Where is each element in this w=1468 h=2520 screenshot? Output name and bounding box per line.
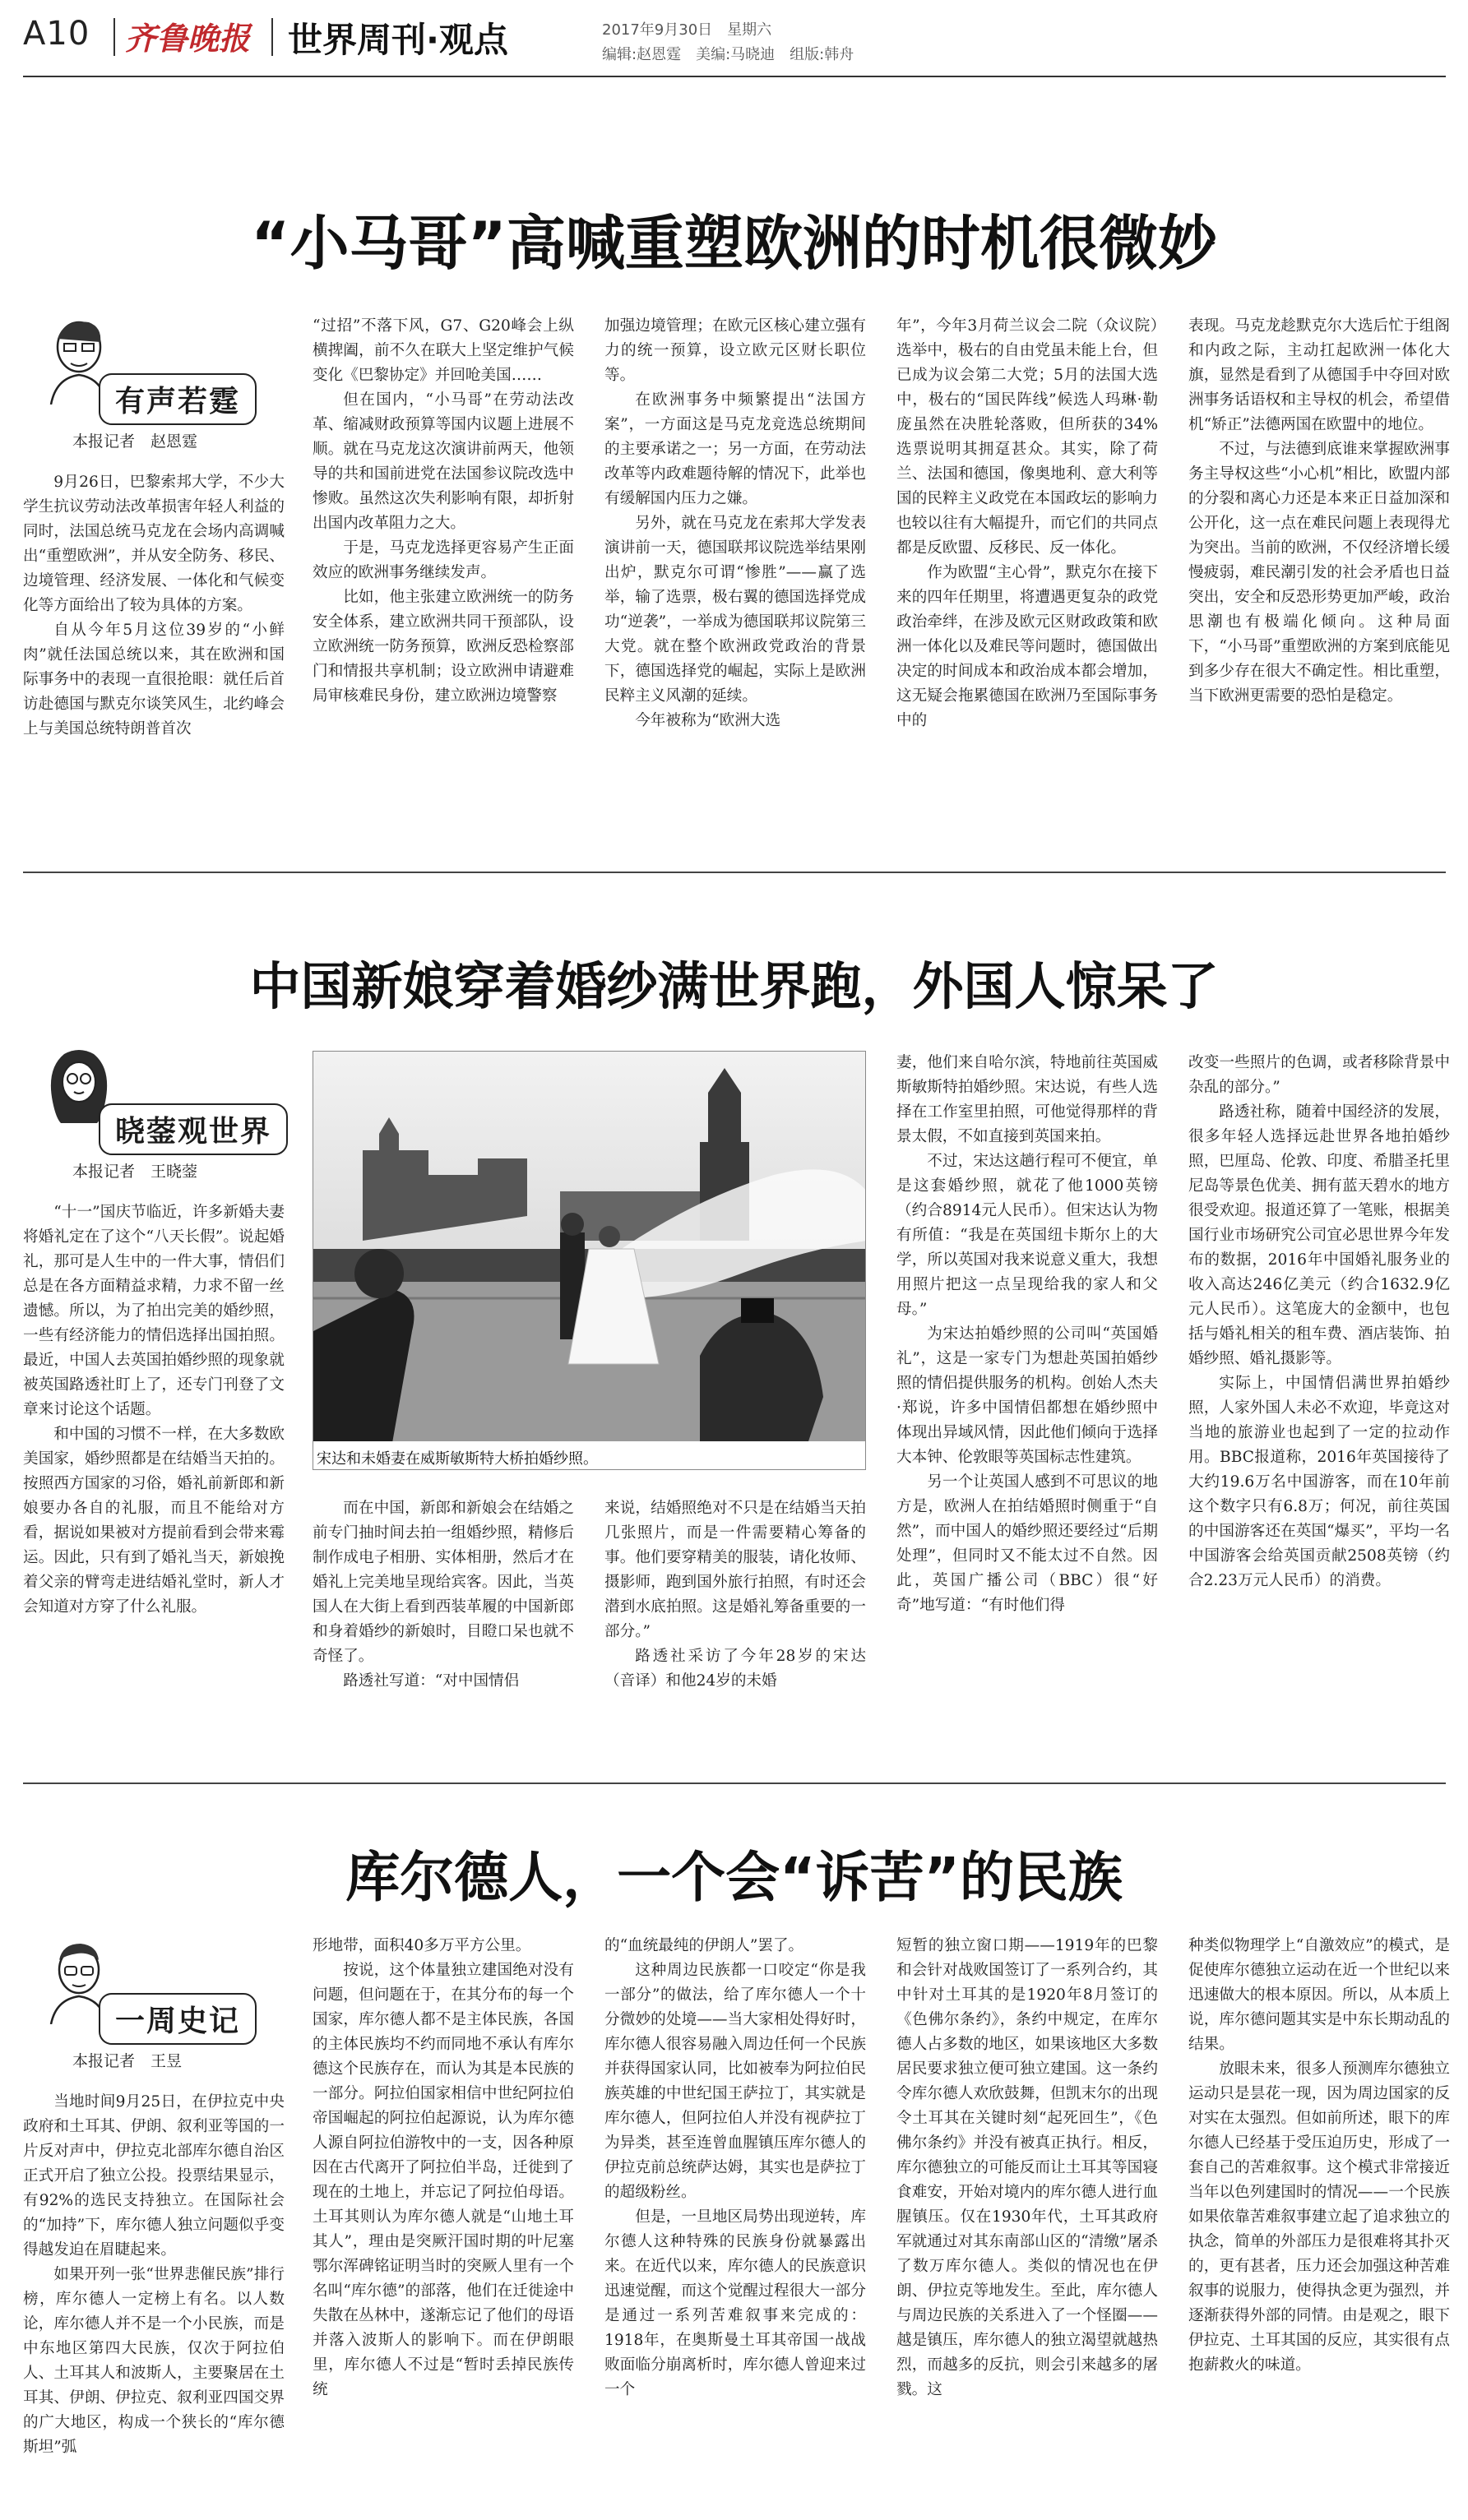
newspaper-logo: 齐鲁晚报 — [125, 20, 251, 57]
paragraph: 为宋达拍婚纱照的公司叫“英国婚礼”，这是一家专门为想赴英国拍婚纱照的情侣提供服务的机构。创始人杰夫·郑说，许多中国情侣都想在婚纱照中体现出异域风情，因此他们倾向于选择大本钟、伦敦眼等英国标志性建筑。 — [896, 1325, 1158, 1466]
article2-body-col2 — [313, 1496, 574, 1759]
paragraph: 不过，与法德到底谁来掌握欧洲事务主导权这些“小心机”相比，欧盟内部的分裂和离心力还是本来正日益加深和公开化，这一点在难民问题上表现得尤为突出。当前的欧洲，不仅经济增长缓慢疲弱，难民潮引发的社会矛盾也日益突出，安全和反恐形势更加严峻，政治思潮也有极端化倾向。这种局面下，“小马哥”重塑欧洲的方案到底能见到多少存在很大不确定性。相比重塑，当下欧洲更需要的恐怕是稳定。 — [1188, 441, 1450, 705]
paragraph: 但是，一旦地区局势出现逆转，库尔德人这种特殊的民族身份就暴露出来。在近代以来，库尔德人的民族意识迅速觉醒，而这个觉醒过程很大一部分是通过一系列苦难叙事来完成的：1918年，在奥斯曼土耳其帝国一战战败面临分崩离析时，库尔德人曾迎来过一个 — [604, 2208, 866, 2398]
paragraph: 的“血统最纯的伊朗人”罢了。 — [604, 1937, 804, 1954]
paragraph: 不过，宋达这趟行程可不便宜，单是这套婚纱照，就花了他1000英镑（约合8914元人民币）。但宋达认为物有所值：“我是在英国纽卡斯尔上的大学，所以英国对我来说意义重大，我想用照片把这一点呈现给我的家人和父母。” — [896, 1153, 1158, 1318]
article3-body-col3 — [604, 1934, 866, 2509]
paragraph: 9月26日，巴黎索邦大学，不少大学生抗议劳动法改革损害年轻人利益的同时，法国总统马克龙在会场内高调喊出“重塑欧洲”，并从安全防务、移民、边境管理、经济发展、一体化和气候变化等方面给出了较为具体的方案。 — [23, 474, 285, 614]
paragraph: 种类似物理学上“自激效应”的模式，是促使库尔德独立运动在近一个世纪以来迅速做大的根本原因。所以，从本质上说，库尔德问题其实是中东长期动乱的结果。 — [1188, 1937, 1450, 2053]
paragraph: 作为欧盟“主心骨”，默克尔在接下来的四年任期里，将遭遇更复杂的政党政治牵绊，在涉及欧元区财政政策和欧洲一体化以及难民等问题时，德国做出决定的时间成本和政治成本都会增加，这无疑会拖累德国在欧洲乃至国际事务中的 — [896, 564, 1158, 729]
paragraph: “过招”不落下风，G7、G20峰会上纵横捭阖，前不久在联大上坚定维护气候变化《巴黎协定》并回呛美国…… — [313, 317, 574, 384]
paragraph: 表现。马克龙趁默克尔大选后忙于组阁和内政之际，主动扛起欧洲一体化大旗，显然是看到了从德国手中夺回对欧洲事务话语权和主导权的机会，希望借机“矫正”法德两国在欧盟中的地位。 — [1188, 317, 1450, 433]
photo-caption: 宋达和未婚妻在威斯敏斯特大桥拍婚纱照。 — [313, 1441, 866, 1470]
article3-headline: 库尔德人，一个会“诉苦”的民族 — [345, 1846, 1123, 1909]
paragraph: 妻，他们来自哈尔滨，特地前往英国威斯敏斯特拍婚纱照。宋达说，有些人选择在工作室里拍照，可他觉得那样的背景太假，不如直接到英国来拍。 — [896, 1054, 1158, 1145]
section-divider — [23, 1782, 1446, 1784]
column-name-badge: 有声若霆 — [99, 373, 257, 425]
article3-body-col1 — [23, 2090, 285, 2509]
article3-body-col2 — [313, 1934, 574, 2509]
paragraph: 今年被称为“欧洲大选 — [635, 712, 781, 729]
paragraph: 当地时间9月25日，在伊拉克中央政府和土耳其、伊朗、叙利亚等国的一片反对声中，伊拉克北部库尔德自治区正式开启了独立公投。投票结果显示，有92%的选民支持独立。在国际社会的“加持”下，库尔德人独立问题似乎变得越发迫在眉睫起来。 — [23, 2093, 285, 2259]
masthead-divider — [271, 18, 273, 56]
paragraph: 和中国的习惯不一样，在大多数欧美国家，婚纱照都是在结婚当天拍的。按照西方国家的习俗，婚礼前新郎和新娘要办各自的礼服，而且不能给对方看，据说如果被对方提前看到会带来霉运。因此，只有到了婚礼当天，新娘挽着父亲的臂弯走进结婚礼堂时，新人才会知道对方穿了什么礼服。 — [23, 1426, 285, 1616]
masthead-divider — [113, 18, 115, 56]
paragraph: 这种周边民族都一口咬定“你是我一部分”的做法，给了库尔德人一个十分微妙的处境——当大家相处得好时，库尔德人很容易融入周边任何一个民族并获得国家认同，比如被奉为阿拉伯民族英雄的中世纪国王萨拉丁，其实就是库尔德人，但阿拉伯人并没有视萨拉丁为异类，甚至连曾血腥镇压库尔德人的伊拉克前总统萨达姆，其实也是萨拉丁的超级粉丝。 — [604, 1962, 866, 2201]
article2-body-col5 — [1188, 1051, 1450, 1759]
article1-body-col4 — [896, 314, 1158, 840]
paragraph: 另外，就在马克龙在索邦大学发表演讲前一天，德国联邦议院选举结果刚出炉，默克尔可谓“惨胜”——赢了选举，输了选票，极右翼的德国选择党成功“逆袭”，一举成为德国联邦议院第三大党。就在整个欧洲政党政治的背景下，德国选择党的崛起，实际上是欧洲民粹主义风潮的延续。 — [604, 515, 866, 705]
article1-columnist-box — [23, 314, 285, 840]
paragraph: 路透社采访了今年28岁的宋达（音译）和他24岁的未婚 — [604, 1648, 866, 1690]
paragraph: 路透社写道：“对中国情侣 — [343, 1672, 520, 1690]
article2-body-col1 — [23, 1200, 285, 1743]
paragraph: 比如，他主张建立欧洲统一的防务安全体系，建立欧洲共同干预部队，设立欧洲统一防务预算，欧洲反恐检察部门和情报共享机制；设立欧洲申请避难局审核难民身份，建立欧洲边境警察 — [313, 589, 574, 705]
paragraph: 形地带，面积40多万平方公里。 — [313, 1937, 531, 1954]
wedding-photo-image — [313, 1052, 866, 1470]
column-name-badge: 晓蓥观世界 — [99, 1103, 288, 1155]
paragraph: 实际上，中国情侣满世界拍婚纱照，人家外国人未必不欢迎，毕竟这对当地的旅游业也起到了一定的拉动作用。BBC报道称，2016年英国接待了大约19.6万名中国游客，而在10年前这个数字只有6.8万；何况，前往英国的中国游客还在英国“爆买”，平均一名中国游客会给英国贡献2508英镑（约合2.23万元人民币）的消费。 — [1188, 1375, 1450, 1589]
paragraph: 改变一些照片的色调，或者移除背景中杂乱的部分。” — [1188, 1054, 1450, 1096]
article1-body-col2 — [313, 314, 574, 840]
article1-body-col1 — [23, 470, 285, 816]
paragraph: 于是，马克龙选择更容易产生正面效应的欧洲事务继续发声。 — [313, 539, 574, 581]
issue-date: 2017年9月30日 星期六 — [602, 21, 772, 39]
article2-body-col3 — [604, 1496, 866, 1759]
article1-byline: 本报记者 赵恩霆 — [72, 432, 198, 451]
article1-body-col3 — [604, 314, 866, 840]
paragraph: 在欧洲事务中频繁提出“法国方案”，一方面这是马克龙竞选总统期间的主要承诺之一；另一方面，在劳动法改革等内政难题待解的情况下，此举也有缓解国内压力之嫌。 — [604, 391, 866, 507]
column-name-badge: 一周史记 — [99, 1993, 257, 2045]
paragraph: 放眼未来，很多人预测库尔德独立运动只是昙花一现，因为周边国家的反对实在太强烈。但如前所述，眼下的库尔德人已经基于受压迫历史，形成了一套自己的苦难叙事。这个模式非常接近当年以色列建国时的情况——一个民族如果依靠苦难叙事建立起了追求独立的执念，简单的外部压力是很难将其扑灭的，更有甚者，压力还会加强这种苦难叙事的说服力，使得执念更为强烈，并逐渐获得外部的同情。由是观之，眼下伊拉克、土耳其国的反应，其实很有点抱薪救火的味道。 — [1188, 2060, 1450, 2374]
paragraph: 按说，这个体量独立建国绝对没有问题，但问题在于，在其分布的每一个国家，库尔德人都不是主体民族，各国的主体民族均不约而同地不承认有库尔德这个民族存在，而认为其是本民族的一部分。阿拉伯国家相信中世纪阿拉伯帝国崛起的阿拉伯起源说，认为库尔德人源自阿拉伯游牧中的一支，因各种原因在古代离开了阿拉伯半岛，迁徙到了现在的土地上，并忘记了阿拉伯母语。土耳其则认为库尔德人就是“山地土耳其人”，理由是突厥汗国时期的叶尼塞鄂尔浑碑铭证明当时的突厥人里有一个名叫“库尔德”的部落，他们在迁徙途中失散在丛林中，遂渐忘记了他们的母语并落入波斯人的影响下。而在伊朗眼里，库尔德人不过是“暂时丢掉民族传统 — [313, 1962, 574, 2398]
article2-columnist-box — [23, 1044, 285, 1759]
paragraph: 如果开列一张“世界悲催民族”排行榜，库尔德人一定榜上有名。以人数论，库尔德人并不是一个小民族，而是中东地区第四大民族，仅次于阿拉伯人、土耳其人和波斯人，主要聚居在土耳其、伊朗、伊拉克、叙利亚四国交界的广大地区，构成一个狭长的“库尔德斯坦”弧 — [23, 2266, 285, 2456]
article2-byline: 本报记者 王晓蓥 — [72, 1163, 198, 1181]
editor-credits: 编辑:赵恩霆 美编:马晓迪 组版:韩舟 — [602, 46, 854, 63]
paragraph: 路透社称，随着中国经济的发展，很多年轻人选择远赴世界各地拍婚纱照，巴厘岛、伦敦、印度、希腊圣托里尼岛等景色优美、拥有蓝天碧水的地方很受欢迎。报道还算了一笔账，根据美国行业市场研究公司宜必思世界今年发布的数据，2016年中国婚礼服务业的收入高达246亿美元（约合1632.9亿元人民币）。这笔庞大的金额中，也包括与婚礼相关的租车费、酒店装饰、拍婚纱照、婚礼摄影等。 — [1188, 1103, 1450, 1367]
article3-body-col5 — [1188, 1934, 1450, 2509]
article1-headline: “小马哥”高喊重塑欧洲的时机很微妙 — [251, 209, 1217, 278]
paragraph: 但在国内，“小马哥”在劳动法改革、缩减财政预算等国内议题上进展不顺。就在马克龙这次演讲前两天，他领导的共和国前进党在法国参议院改选中惨败。虽然这次失利影响有限，却折射出国内改革阻力之大。 — [313, 391, 574, 532]
article1-body-col5 — [1188, 314, 1450, 840]
section-title: 世界周刊·观点 — [288, 20, 508, 60]
paragraph: “十一”国庆节临近，许多新婚夫妻将婚礼定在了这个“八天长假”。说起婚礼，那可是人生中的一件大事，情侣们总是在各方面精益求精，力求不留一丝遗憾。所以，为了拍出完美的婚纱照，一些有经济能力的情侣选择出国拍照。最近，中国人去英国拍婚纱照的现象就被英国路透社盯上了，还专门刊登了文章来讨论这个话题。 — [23, 1204, 285, 1418]
masthead — [0, 0, 1468, 76]
article2-body-col4 — [896, 1051, 1158, 1759]
paragraph: 自从今年5月这位39岁的“小鲜肉”就任法国总统以来，其在欧洲和国际事务中的表现一直很抢眼：就任后首访赴德国与默克尔谈笑风生，北约峰会上与美国总统特朗普首次 — [23, 622, 285, 738]
paragraph: 而在中国，新郎和新娘会在结婚之前专门抽时间去拍一组婚纱照，精修后制作成电子相册、实体相册，然后才在婚礼上完美地呈现给宾客。因此，当英国人在大街上看到西装革履的中国新郎和身着婚纱的新娘时，目瞪口呆也就不奇怪了。 — [313, 1500, 574, 1665]
article3-body-col4 — [896, 1934, 1158, 2509]
article3-columnist-box — [23, 1934, 285, 2509]
paragraph: 短暂的独立窗口期——1919年的巴黎和会针对战败国签订了一系列合约，其中针对土耳其的是1920年8月签订的《色佛尔条约》，条约中规定，在库尔德人占多数的地区，如果该地区大多数居民要求独立便可独立建国。这一条约令库尔德人欢欣鼓舞，但凯末尔的出现令土耳其在关键时刻“起死回生”，《色佛尔条约》并没有被真正执行。相反，库尔德独立的可能反而让土耳其等国寝食难安，开始对境内的库尔德人进行血腥镇压。仅在1930年代，土耳其政府军就通过对其东南部山区的“清缴”屠杀了数万库尔德人。类似的情况也在伊朗、伊拉克等地发生。至此，库尔德人与周边民族的关系进入了一个怪圈——越是镇压，库尔德人的独立渴望就越热烈，而越多的反抗，则会引来越多的屠戮。这 — [896, 1937, 1158, 2398]
page-number: A10 — [23, 15, 90, 53]
wedding-photo — [313, 1051, 866, 1470]
paragraph: 来说，结婚照绝对不只是在结婚当天拍几张照片，而是一件需要精心筹备的事。他们要穿精美的服装，请化妆师、摄影师，跑到国外旅行拍照，有时还会潜到水底拍照。这是婚礼筹备重要的一部分。” — [604, 1500, 866, 1640]
paragraph: 年”，今年3月荷兰议会二院（众议院）选举中，极右的自由党虽未能上台，但已成为议会第二大党；5月的法国大选中，极右的“国民阵线”候选人玛琳·勒庞虽然在决胜轮落败，但所获的34%选票说明其拥趸甚众。其实，除了荷兰、法国和德国，像奥地利、意大利等国的民粹主义政党在本国政坛的影响力也较以往有大幅提升，而它们的共同点都是反欧盟、反移民、反一体化。 — [896, 317, 1158, 557]
masthead-rule — [23, 76, 1446, 77]
paragraph: 加强边境管理；在欧元区核心建立强有力的统一预算，设立欧元区财长职位等。 — [604, 317, 866, 384]
paragraph: 另一个让英国人感到不可思议的地方是，欧洲人在拍结婚照时侧重于“自然”，而中国人的婚纱照还要经过“后期处理”，但同时又不能太过不自然。因此，英国广播公司（BBC）很“好奇”地写道：“有时他们得 — [896, 1473, 1158, 1614]
article2-headline: 中国新娘穿着婚纱满世界跑，外国人惊呆了 — [249, 956, 1219, 1016]
article3-byline: 本报记者 王昱 — [72, 2052, 183, 2070]
section-divider — [23, 872, 1446, 873]
